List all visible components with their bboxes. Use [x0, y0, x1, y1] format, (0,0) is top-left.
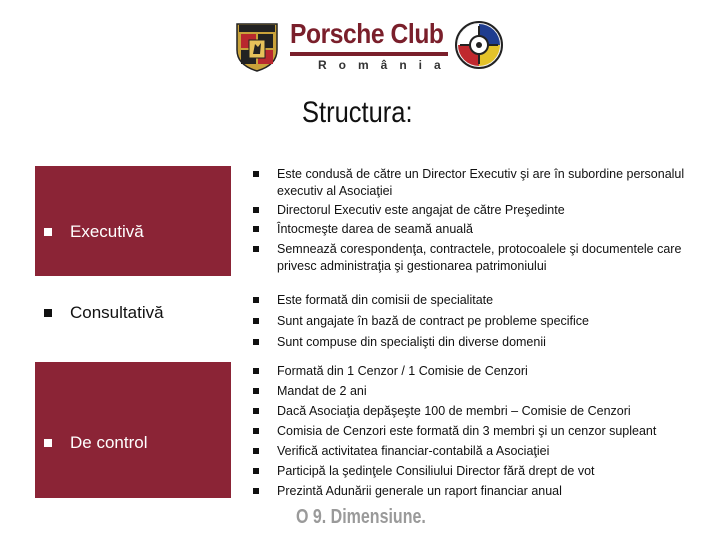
list-item: Sunt angajate în bază de contract pe probleme specifice — [253, 313, 698, 330]
panel-executiva — [35, 166, 231, 276]
category-label: Executivă — [70, 222, 144, 241]
bullet-square-icon — [44, 439, 52, 447]
list-item: Semnează corespondenţa, contractele, protocoalele şi documentele care privesc administraţia şi gestionarea patrimoniului — [253, 241, 698, 275]
bullet-square-icon — [253, 488, 259, 494]
category-consultativa — [44, 303, 164, 323]
bullet-square-icon — [253, 388, 259, 394]
bullet-square-icon — [253, 297, 259, 303]
list-item: Întocmeşte darea de seamă anuală — [253, 221, 698, 238]
list-item: Participă la şedinţele Consiliului Director fără drept de vot — [253, 463, 698, 480]
bullet-square-icon — [253, 468, 259, 474]
list-item: Este condusă de către un Director Executiv şi are în subordine personalul executiv al Asociaţiei — [253, 166, 698, 200]
list-item: Directorul Executiv este angajat de către Preşedinte — [253, 202, 698, 219]
list-item: Este formată din comisii de specialitate — [253, 292, 698, 309]
list-item: Formată din 1 Cenzor / 1 Comisie de Cenzori — [253, 363, 698, 380]
logo-divider — [290, 52, 448, 56]
list-item: Mandat de 2 ani — [253, 383, 698, 400]
porsche-crest-icon — [234, 20, 280, 72]
bullet-square-icon — [253, 246, 259, 252]
bullet-square-icon — [253, 171, 259, 177]
logo-subtitle: România — [318, 58, 453, 72]
bullet-square-icon — [253, 428, 259, 434]
category-label: Consultativă — [70, 303, 164, 322]
category-label: De control — [70, 433, 148, 452]
bullet-square-icon — [253, 408, 259, 414]
bullet-square-icon — [44, 228, 52, 236]
bullet-square-icon — [253, 226, 259, 232]
bullet-square-icon — [44, 309, 52, 317]
list-item: Prezintă Adunării generale un raport financiar anual — [253, 483, 698, 500]
panel-de-control — [35, 362, 231, 498]
list-item: Verifică activitatea financiar-contabilă a Asociaţiei — [253, 443, 698, 460]
bullet-square-icon — [253, 368, 259, 374]
list-item: Comisia de Cenzori este formată din 3 membri şi un cenzor supleant — [253, 423, 698, 440]
bullet-square-icon — [253, 339, 259, 345]
slide-title: Structura: — [302, 96, 413, 129]
logo-title: Porsche Club — [290, 18, 444, 49]
bullet-square-icon — [253, 448, 259, 454]
category-executiva — [44, 222, 144, 242]
list-item: Dacă Asociaţia depăşeşte 100 de membri – Comisie de Cenzori — [253, 403, 698, 420]
bullet-square-icon — [253, 318, 259, 324]
club-wheel-emblem-icon — [454, 20, 504, 70]
bullet-square-icon — [253, 207, 259, 213]
footer-text: O 9. Dimensiune. — [296, 506, 426, 528]
category-de-control — [44, 433, 147, 453]
list-item: Sunt compuse din specialişti din diverse domenii — [253, 334, 698, 351]
